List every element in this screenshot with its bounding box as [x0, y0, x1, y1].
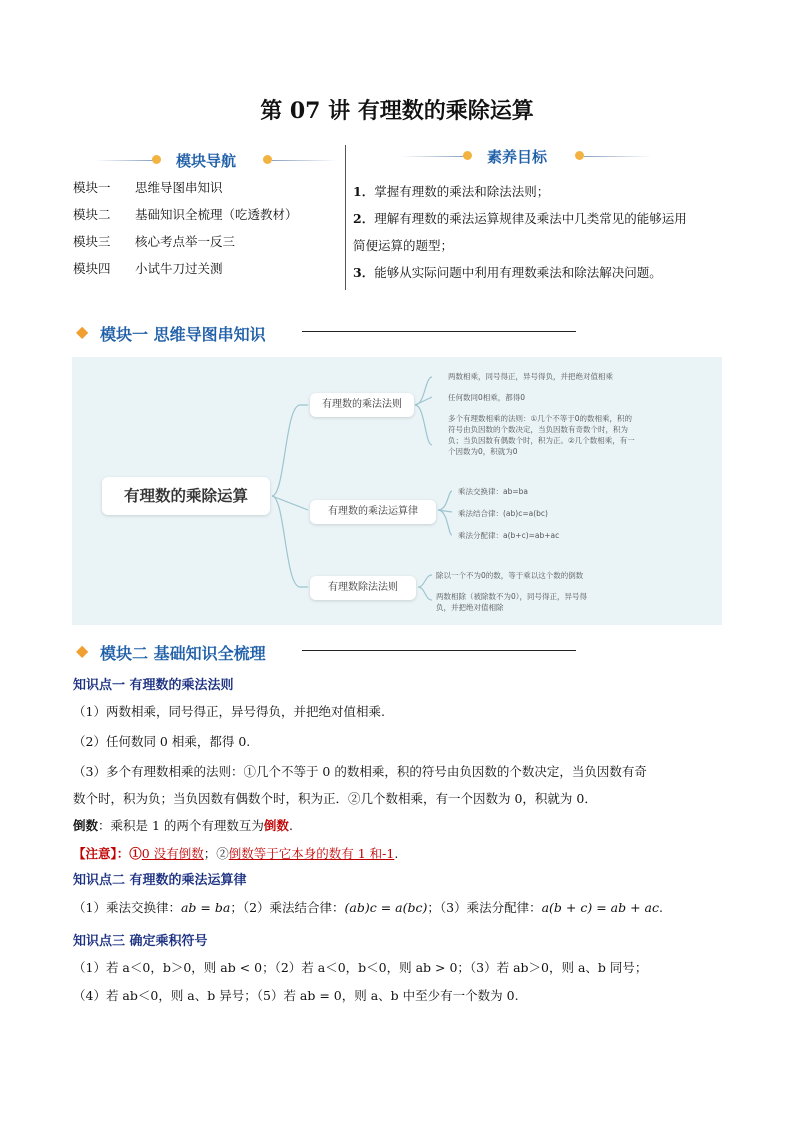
kp3-title: 知识点三 确定乘积符号 — [73, 934, 208, 949]
mindmap-leaf: 两数相乘，同号得正，异号得负，并把绝对值相乘 — [448, 372, 613, 381]
mindmap-leaf: 乘法交换律：ab=ba — [458, 487, 528, 496]
mindmap-branch: 有理数的乘法运算律 — [310, 500, 436, 524]
nav-item-text: 核心考点举一反三 — [135, 234, 236, 249]
diamond-icon: ◆ — [76, 641, 89, 660]
nav-item-text: 小试牛刀过关测 — [135, 261, 223, 276]
mindmap-leaf: 个因数为0，积就为0 — [448, 447, 518, 456]
nav-item-text: 基础知识全梳理（吃透教材） — [135, 207, 298, 222]
mindmap-leaf: 除以一个不为0的数，等于乘以这个数的倒数 — [436, 571, 584, 580]
mindmap-leaf-group — [448, 413, 635, 457]
nav-heading: 模块导航 — [176, 152, 237, 170]
kp3-body — [73, 958, 753, 1014]
formula: a(b + c) = ab + ac — [541, 900, 659, 915]
mindmap-leaf-group — [436, 591, 587, 613]
kp2-text: ；（3）乘法分配律： — [427, 900, 542, 915]
nav-item-text: 思维导图串知识 — [135, 180, 223, 195]
nav-item-label: 模块四 — [73, 261, 111, 276]
reciprocal-text: ：乘积是 1 的两个有理数互为 — [98, 818, 264, 833]
goal-number: 3． — [353, 265, 375, 280]
kp3-line: （4）若 ab＜0，则 a、b 异号；（5）若 ab = 0，则 a、b 中至少有一个数为 0. — [73, 988, 519, 1003]
module1-heading: 模块一 思维导图串知识 — [100, 325, 266, 344]
mindmap-branch: 有理数的乘法法则 — [310, 393, 414, 417]
module2-heading: 模块二 基础知识全梳理 — [100, 644, 266, 663]
nav-item-label: 模块三 — [73, 234, 111, 249]
kp2-text: . — [658, 900, 663, 915]
goal-number: 2． — [353, 211, 375, 226]
formula: ab = ba — [180, 900, 231, 915]
note-item: 倒数等于它本身的数有 1 和-1 — [228, 846, 395, 861]
goal-text: 掌握有理数的乘法和除法法则； — [374, 184, 550, 199]
kp2-text: （1）乘法交换律： — [73, 900, 181, 915]
note-mid: ；② — [203, 846, 229, 861]
note-item: 0 没有倒数 — [141, 846, 204, 861]
kp2-text: ；（2）乘法结合律： — [230, 900, 345, 915]
note-end: . — [394, 846, 399, 861]
kp1-line: （1）两数相乘，同号得正，异号得负，并把绝对值相乘. — [73, 704, 385, 719]
mindmap-leaf: 多个有理数相乘的法则：①几个不等于0的数相乘，积的 — [448, 414, 632, 423]
nav-item-label: 模块一 — [73, 180, 111, 195]
mindmap-root: 有理数的乘除运算 — [102, 477, 270, 515]
kp1-body — [73, 702, 733, 872]
mindmap-branch: 有理数除法法则 — [310, 576, 416, 600]
goal-text: 简便运算的题型； — [353, 238, 454, 253]
mindmap-leaf: 负，并把绝对值相除 — [436, 603, 504, 612]
nav-item-label: 模块二 — [73, 207, 111, 222]
diamond-icon: ◆ — [76, 322, 89, 341]
kp1-line: （3）多个有理数相乘的法则：①几个不等于 0 的数相乘，积的符号由负因数的个数决定，当负因数有奇 — [73, 764, 647, 779]
reciprocal-label: 倒数 — [73, 818, 99, 833]
note-sep: ：① — [116, 846, 142, 861]
goal-text: 理解有理数的乘法运算规律及乘法中几类常见的能够运用 — [374, 211, 687, 226]
goal-text: 能够从实际问题中利用有理数乘法和除法解决问题。 — [374, 265, 662, 280]
kp1-line: （2）任何数同 0 相乘，都得 0. — [73, 734, 251, 749]
kp3-line: （1）若 a＜0，b＞0，则 ab < 0；（2）若 a＜0，b＜0，则 ab > 0；（3）若 ab＞0，则 a、b 同号； — [73, 960, 648, 975]
kp1-line: 数个时，积为负；当负因数有偶数个时，积为正．②几个数相乘，有一个因数为 0，积就为 0． — [73, 791, 597, 806]
mindmap-leaf: 符号由负因数的个数决定，当负因数有奇数个时，积为 — [448, 425, 628, 434]
mindmap-leaf: 乘法分配律：a(b+c)=ab+ac — [458, 531, 560, 540]
note — [73, 844, 733, 872]
reciprocal-definition — [73, 816, 733, 844]
mindmap-leaf: 负；当负因数有偶数个时，积为正。②几个数相乘，有一 — [448, 436, 635, 445]
goals-heading: 素养目标 — [487, 148, 548, 166]
reciprocal-word: 倒数 — [263, 818, 289, 833]
formula: (ab)c = a(bc) — [344, 900, 428, 915]
reciprocal-end: . — [288, 818, 293, 833]
mindmap-leaf: 任何数同0相乘，都得0 — [448, 393, 526, 402]
goal-number: 1． — [353, 184, 375, 199]
mindmap-leaf: 两数相除（被除数不为0），同号得正，异号得 — [436, 592, 588, 601]
kp2-body — [73, 898, 733, 918]
module2-heading-rule — [302, 650, 576, 651]
page-title: 第 07 讲 有理数的乘除运算 — [260, 98, 534, 124]
kp2-title: 知识点二 有理数的乘法运算律 — [73, 873, 247, 888]
kp1-title: 知识点一 有理数的乘法法则 — [73, 678, 234, 693]
mindmap-leaf: 乘法结合律：(ab)c=a(bc) — [458, 509, 548, 518]
note-label: 【注意】 — [73, 846, 117, 861]
